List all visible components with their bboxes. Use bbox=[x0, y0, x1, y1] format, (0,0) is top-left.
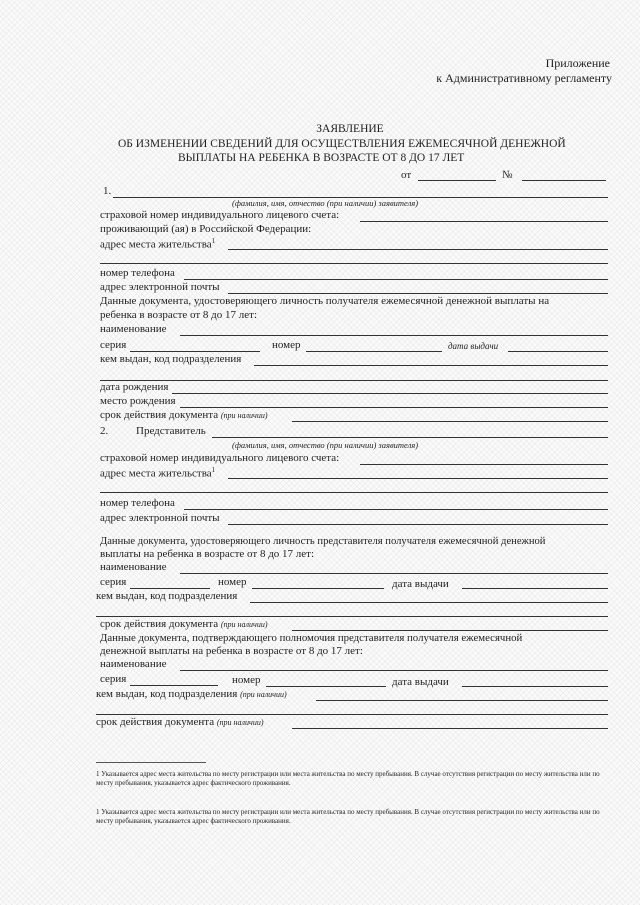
representative-auth-issued-by-field[interactable] bbox=[316, 700, 608, 701]
applicant-birth-place-label: место рождения bbox=[100, 395, 176, 407]
applicant-doc-name-field[interactable] bbox=[180, 335, 608, 336]
representative-issue-date-label: дата выдачи bbox=[392, 578, 449, 590]
applicant-phone-label: номер телефона bbox=[100, 267, 175, 279]
applicant-fio-hint: (фамилия, имя, отчество (при наличии) заявителя) bbox=[232, 198, 419, 208]
representative-fio-hint: (фамилия, имя, отчество (при наличии) заявителя) bbox=[232, 440, 419, 450]
representative-snils-label: страховой номер индивидуального лицевого счета: bbox=[100, 452, 340, 464]
applicant-birth-date-label: дата рождения bbox=[100, 381, 169, 393]
representative-auth-number-label: номер bbox=[232, 674, 261, 686]
applicant-number: 1. bbox=[103, 185, 112, 197]
representative-phone-label: номер телефона bbox=[100, 497, 175, 509]
number-label: № bbox=[502, 169, 513, 181]
footnote-separator bbox=[96, 762, 206, 763]
representative-number: 2. bbox=[100, 425, 109, 437]
representative-auth-validity-field[interactable] bbox=[292, 728, 608, 729]
representative-doc-name-label: наименование bbox=[100, 561, 167, 573]
representative-email-label: адрес электронной почты bbox=[100, 512, 220, 524]
representative-doc-intro-2: выплаты на ребенка в возрасте от 8 до 17 лет: bbox=[100, 548, 315, 560]
representative-issued-by-field[interactable] bbox=[250, 602, 608, 603]
applicant-validity-field[interactable] bbox=[292, 421, 608, 422]
document-title: ЗАЯВЛЕНИЕ bbox=[316, 123, 384, 135]
applicant-phone-field[interactable] bbox=[184, 279, 608, 280]
applicant-issued-by-field[interactable] bbox=[254, 365, 608, 366]
applicant-series-label: серия bbox=[100, 339, 127, 351]
applicant-address-field[interactable] bbox=[228, 249, 608, 250]
representative-number-label: номер bbox=[218, 576, 247, 588]
representative-issue-date-field[interactable] bbox=[462, 588, 608, 589]
document-subtitle-1: ОБ ИЗМЕНЕНИИ СВЕДЕНИЙ ДЛЯ ОСУЩЕСТВЛЕНИЯ ЕЖЕМЕСЯЧНОЙ ДЕНЕЖНОЙ bbox=[118, 138, 566, 150]
representative-auth-issue-date-field[interactable] bbox=[462, 686, 608, 687]
applicant-birth-date-field[interactable] bbox=[172, 393, 608, 394]
applicant-issue-date-label: дата выдачи bbox=[448, 341, 499, 351]
representative-address-label: адрес места жительства$^1$ bbox=[100, 466, 216, 480]
representative-auth-name-field[interactable] bbox=[180, 670, 608, 671]
applicant-snils-label: страховой номер индивидуального лицевого счета: bbox=[100, 209, 340, 221]
applicant-resident-label: проживающий (ая) в Российской Федерации: bbox=[100, 223, 312, 235]
representative-number-field[interactable] bbox=[252, 588, 384, 589]
representative-auth-series-label: серия bbox=[100, 673, 127, 685]
representative-auth-number-field[interactable] bbox=[266, 686, 386, 687]
applicant-number-label: номер bbox=[272, 339, 301, 351]
representative-auth-intro-1: Данные документа, подтверждающего полномочия представителя получателя ежемесячной bbox=[100, 632, 523, 644]
applicant-email-label: адрес электронной почты bbox=[100, 281, 220, 293]
representative-validity-field[interactable] bbox=[292, 630, 608, 631]
applicant-series-field[interactable] bbox=[130, 351, 260, 352]
representative-label: Представитель bbox=[136, 425, 206, 437]
representative-snils-field[interactable] bbox=[360, 464, 608, 465]
applicant-email-field[interactable] bbox=[228, 293, 608, 294]
representative-address-field[interactable] bbox=[228, 478, 608, 479]
applicant-birth-place-field[interactable] bbox=[180, 407, 608, 408]
from-label: от bbox=[401, 169, 412, 181]
footnote-2: 1 Указывается адрес места жительства по месту регистрации или места жительства по месту пребывания. В случае отсутствия регистрации по месту жительства или по месту пребывания, указывается адрес фактического проживания. bbox=[96, 808, 600, 826]
representative-issued-by-label: кем выдан, код подразделения bbox=[96, 590, 238, 602]
applicant-issued-by-field-2[interactable] bbox=[100, 380, 608, 381]
document-subtitle-2: ВЫПЛАТЫ НА РЕБЕНКА В ВОЗРАСТЕ ОТ 8 ДО 17 ЛЕТ bbox=[178, 152, 465, 164]
number-field[interactable] bbox=[522, 180, 606, 181]
representative-series-field[interactable] bbox=[130, 588, 210, 589]
representative-series-label: серия bbox=[100, 576, 127, 588]
representative-auth-issued-by-label: кем выдан, код подразделения (при наличии) bbox=[96, 688, 287, 700]
footnote-1: 1 Указывается адрес места жительства по месту регистрации или места жительства по месту пребывания. В случае отсутствия регистрации по месту жительства или по месту пребывания, указывается адрес фактического проживания. bbox=[96, 770, 600, 788]
representative-auth-series-field[interactable] bbox=[130, 685, 218, 686]
representative-phone-field[interactable] bbox=[184, 509, 608, 510]
applicant-doc-intro-1: Данные документа, удостоверяющего личность получателя ежемесячной денежной выплаты на bbox=[100, 295, 550, 307]
applicant-address-field-2[interactable] bbox=[100, 263, 608, 264]
applicant-number-field[interactable] bbox=[306, 351, 442, 352]
date-field[interactable] bbox=[418, 180, 496, 181]
regulation-label: к Административному регламенту bbox=[436, 71, 612, 85]
applicant-validity-label: срок действия документа (при наличии) bbox=[100, 409, 268, 421]
representative-email-field[interactable] bbox=[228, 524, 608, 525]
representative-address-field-2[interactable] bbox=[100, 492, 608, 493]
applicant-doc-intro-2: ребенка в возрасте от 8 до 17 лет: bbox=[100, 309, 258, 321]
applicant-snils-field[interactable] bbox=[360, 221, 608, 222]
applicant-address-label: адрес места жительства$^1$ bbox=[100, 237, 216, 251]
representative-auth-name-label: наименование bbox=[100, 658, 167, 670]
representative-fio-field[interactable] bbox=[212, 437, 608, 438]
applicant-issued-by-label: кем выдан, код подразделения bbox=[100, 353, 242, 365]
representative-issued-by-field-2[interactable] bbox=[96, 616, 608, 617]
appendix-label: Приложение bbox=[545, 56, 610, 70]
applicant-issue-date-field[interactable] bbox=[508, 351, 608, 352]
representative-auth-issue-date-label: дата выдачи bbox=[392, 676, 449, 688]
representative-validity-label: срок действия документа (при наличии) bbox=[100, 618, 268, 630]
representative-auth-issued-by-field-2[interactable] bbox=[96, 714, 608, 715]
representative-doc-name-field[interactable] bbox=[180, 573, 608, 574]
representative-auth-intro-2: денежной выплаты на ребенка в возрасте от 8 до 17 лет: bbox=[100, 645, 363, 657]
representative-auth-validity-label: срок действия документа (при наличии) bbox=[96, 716, 264, 728]
applicant-doc-name-label: наименование bbox=[100, 323, 167, 335]
representative-doc-intro-1: Данные документа, удостоверяющего личность представителя получателя ежемесячной денежной bbox=[100, 536, 546, 547]
